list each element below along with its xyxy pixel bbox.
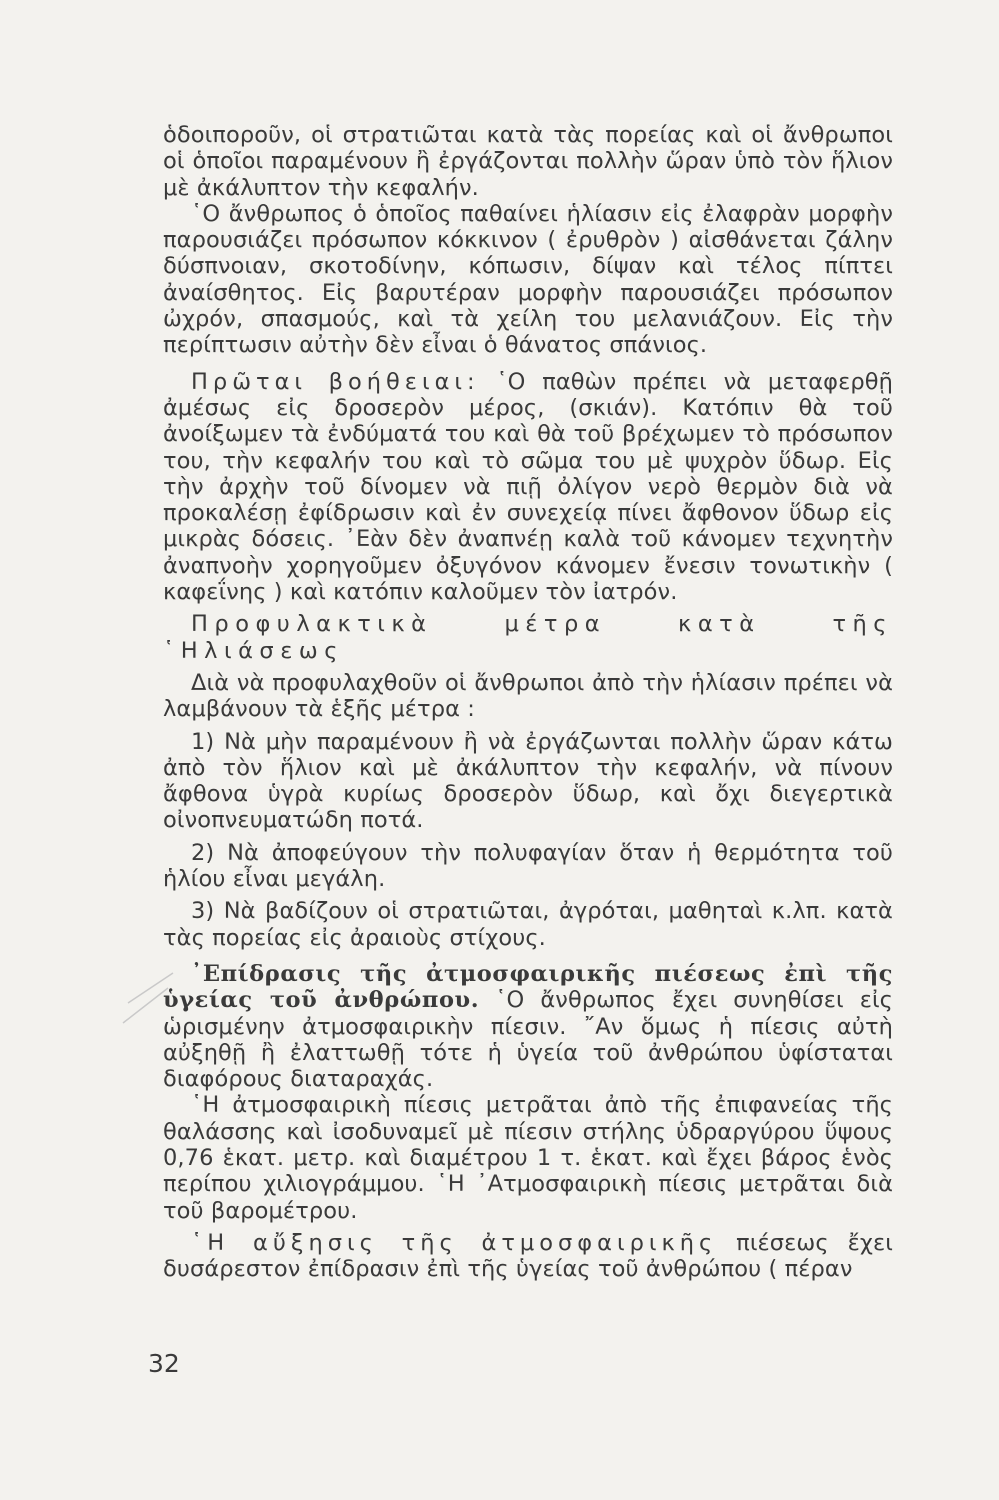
- paragraph-measurement: ῾Η ἀτμοσφαιρικὴ πίεσις μετρᾶται ἀπὸ τῆς ἐπιφανείας τῆς θαλάσσης καὶ ἰσοδυναμεῖ μὲ πίεσιν στήλης ὑδραργύρου ὕψους 0,76 ἑκατ. μετρ. καὶ διαμέτρου 1 τ. ἑκατ. καὶ ἔχει βάρος ἑνὸς περίπου χιλιογράμμου. ῾Η ᾿Ατμοσφαιρικὴ πίεσις μετρᾶται διὰ τοῦ βαρομέτρου.: [163, 1092, 893, 1224]
- body-text: [163, 122, 893, 1282]
- heading-prevention: [163, 611, 893, 664]
- heading-pressure: ᾿Επίδρασις τῆς ἀτμοσφαιρικῆς πιέσεως ἐπὶ τῆς ὑγείας τοῦ ἀνθρώπου.: [163, 960, 893, 1014]
- paragraph-symptoms: ῾Ο ἄνθρωπος ὁ ὁποῖος παθαίνει ἡλίασιν εἰς ἐλαφρὰν μορφὴν παρουσιάζει πρόσωπον κόκκινον ( ἐρυθρὸν ) αἰσθάνεται ζάλην δύσπνοιαν, σκοτοδίνην, κόπωσιν, δίψαν καὶ τέλος πίπτει ἀναίσθητος. Εἰς βαρυτέραν μορφὴν παρουσιάζει πρόσωπον ὠχρόν, σπασμούς, καὶ τὰ χείλη του μελανιάζουν. Εἰς τὴν περίπτωσιν αὐτὴν δὲν εἶναι ὁ θάνατος σπάνιος.: [163, 200, 893, 359]
- list-item-1: 1) Νὰ μὴν παραμένουν ἢ νὰ ἐργάζωνται πολλὴν ὥραν κάτω ἀπὸ τὸν ἥλιον καὶ μὲ ἀκάλυπτον τὴν κεφαλήν, νὰ πίνουν ἄφθονα ὑγρὰ κυρίως δροσερὸν ὕδωρ, καὶ ὄχι διεγερτικὰ οἰνοπνευματώδη ποτά.: [163, 728, 893, 834]
- paragraph-pressure: [163, 961, 893, 1092]
- list-item-2: 2) Νὰ ἀποφεύγουν τὴν πολυφαγίαν ὅταν ἡ θερμότητα τοῦ ἡλίου εἶναι μεγάλη.: [163, 839, 893, 893]
- first-aid-label: Πρῶται βοήθειαι:: [191, 368, 480, 395]
- increase-label: ῾Η αὔξησις τῆς ἀτμοσφαιρικῆς: [191, 1229, 718, 1256]
- paragraph-prevention: Διὰ νὰ προφυλαχθοῦν οἱ ἄνθρωποι ἀπὸ τὴν ἡλίασιν πρέπει νὰ λαμβάνουν τὰ ἑξῆς μέτρα :: [163, 669, 893, 723]
- paragraph-intro: ὁδοιποροῦν, οἱ στρατιῶται κατὰ τὰς πορείας καὶ οἱ ἄνθρωποι οἱ ὁποῖοι παραμένουν ἢ ἐργάζονται πολλὴν ὥραν ὑπὸ τὸν ἥλιον μὲ ἀκάλυπτον τὴν κεφαλήν.: [163, 122, 893, 201]
- pressure-text: ῾Ο ἄνθρωπος ἔχει συνηθίσει εἰς ὡρισμένην ἀτμοσφαιρικὴν πίεσιν. ῎Αν ὅμως ἡ πίεσις αὐτὴ αὐξηθῇ ἢ ἐλαττωθῇ τότε ἡ ὑγεία τοῦ ἀνθρώπου ὑφίσταται διαφόρους διαταραχάς.: [163, 987, 893, 1093]
- paragraph-first-aid: [163, 369, 893, 606]
- page-number: 32: [148, 1349, 180, 1378]
- increase-text: πιέσεως ἔχει δυσάρεστον ἐπίδρασιν ἐπὶ τῆς ὑγείας τοῦ ἀνθρώπου ( πέραν: [163, 1229, 893, 1283]
- first-aid-text: ῾Ο παθὼν πρέπει νὰ μεταφερθῇ ἀμέσως εἰς δροσερὸν μέρος, (σκιάν). Κατόπιν θὰ τοῦ ἀνοίξωμεν τὰ ἐνδύματά του καὶ θὰ τοῦ βρέχωμεν τὸ πρόσωπον του, τὴν κεφαλήν του καὶ τὸ σῶμα του μὲ ψυχρὸν ὕδωρ. Εἰς τὴν ἀρχὴν τοῦ δίνομεν νὰ πιῇ ὀλίγον νερὸ θερμὸν διὰ νὰ προκαλέσῃ ἐφίδρωσιν καὶ ἐν συνεχείᾳ πίνει ἄφθονον ὕδωρ εἰς μικρὰς δόσεις. ᾿Εὰν δὲν ἀναπνέῃ καλὰ τοῦ κάνομεν τεχνητὴν ἀναπνοὴν χορηγοῦμεν ὀξυγόνον κάνομεν ἔνεσιν τονωτικὴν ( καφεΐνης ) καὶ κατόπιν καλοῦμεν τὸν ἰατρόν.: [163, 368, 893, 606]
- pencil-mark: [118, 968, 178, 1028]
- paragraph-increase: [163, 1230, 893, 1283]
- list-item-3: 3) Νὰ βαδίζουν οἱ στρατιῶται, ἀγρόται, μαθηταὶ κ.λπ. κατὰ τὰς πορείας εἰς ἀραιοὺς στίχους.: [163, 898, 893, 951]
- heading-prevention-text: Προφυλακτικὰ μέτρα κατὰ τῆς ῾Ηλιάσεως: [163, 611, 893, 664]
